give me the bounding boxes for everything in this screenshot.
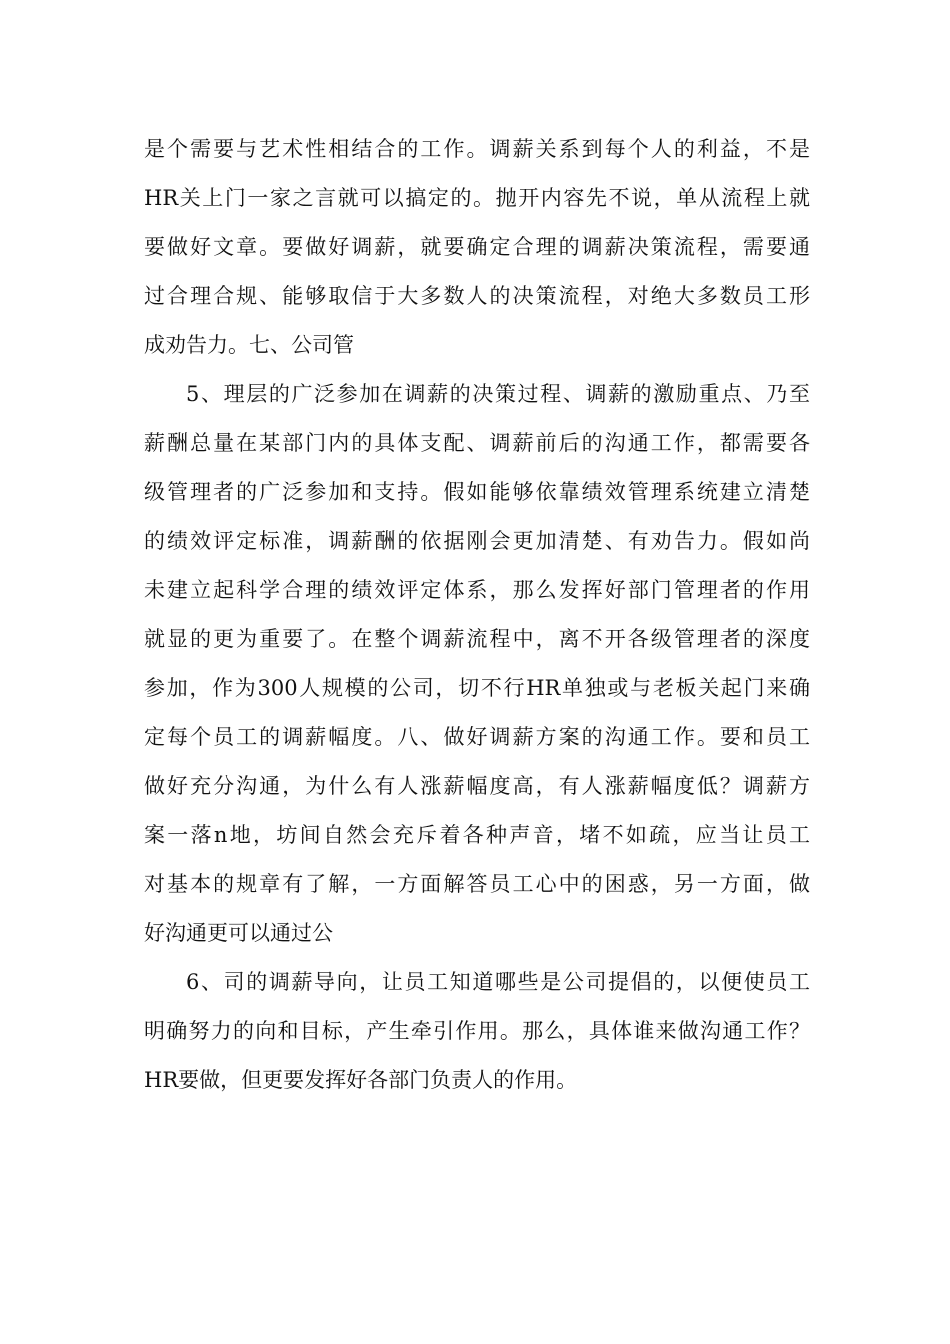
paragraph-2 (144, 370, 810, 958)
text-line: 明确努力的向和目标，产生牵引作用。那么，具体谁来做沟通工作？ (144, 1019, 810, 1043)
text-line: 好沟通更可以通过公 (144, 921, 333, 945)
text-line: 薪酬总量在某部门内的具体支配、调薪前后的沟通工作，都需要各 (144, 431, 810, 455)
text-line: 案一落n地，坊间自然会充斥着各种声音，堵不如疏，应当让员工 (144, 823, 810, 847)
text-line: 做好充分沟通，为什么有人涨薪幅度高，有人涨薪幅度低？调薪方 (144, 774, 810, 798)
text-line: 参加，作为300人规模的公司，切不行HR单独或与老板关起门来确 (144, 676, 810, 700)
text-line: HR关上门一家之言就可以搞定的。抛开内容先不说，单从流程上就 (144, 186, 810, 210)
text-line: 过合理合规、能够取信于大多数人的决策流程，对绝大多数员工形 (144, 284, 810, 308)
text-line: 成劝告力。七、公司管 (144, 333, 354, 357)
text-line: 的绩效评定标准，调薪酬的依据刚会更加清楚、有劝告力。假如尚 (144, 529, 810, 553)
text-line: 5、理层的广泛参加在调薪的决策过程、调薪的激励重点、乃至 (186, 382, 810, 406)
text-line: 对基本的规章有了解，一方面解答员工心中的困惑，另一方面，做 (144, 872, 810, 896)
text-line: 6、司的调薪导向，让员工知道哪些是公司提倡的，以便使员工 (186, 970, 810, 994)
document-body (144, 125, 810, 1105)
text-line: 定每个员工的调薪幅度。八、做好调薪方案的沟通工作。要和员工 (144, 725, 810, 749)
text-line: HR要做，但更要发挥好各部门负责人的作用。 (144, 1068, 578, 1092)
paragraph-1 (144, 125, 810, 370)
text-line: 就显的更为重要了。在整个调薪流程中，离不开各级管理者的深度 (144, 627, 810, 651)
text-line: 要做好文章。要做好调薪，就要确定合理的调薪决策流程，需要通 (144, 235, 810, 259)
text-line: 是个需要与艺术性相结合的工作。调薪关系到每个人的利益，不是 (144, 137, 810, 161)
text-line: 级管理者的广泛参加和支持。假如能够依靠绩效管理系统建立清楚 (144, 480, 810, 504)
paragraph-3 (144, 958, 810, 1105)
text-line: 未建立起科学合理的绩效评定体系，那么发挥好部门管理者的作用 (144, 578, 810, 602)
